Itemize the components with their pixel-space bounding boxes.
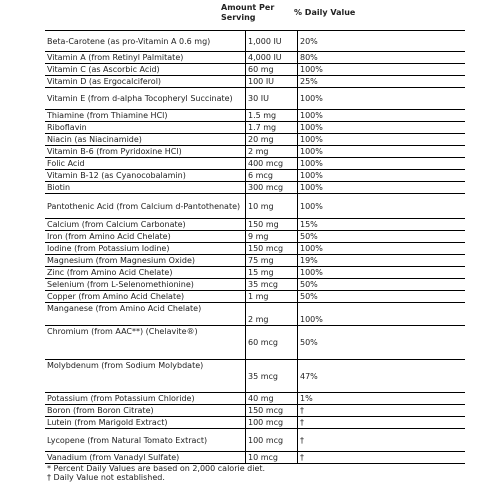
- nutrient-name: Calcium (from Calcium Carbonate): [45, 219, 246, 230]
- nutrient-name: Magnesium (from Magnesium Oxide): [45, 255, 246, 266]
- table-row: [45, 88, 465, 110]
- daily-value-percent: 100%: [300, 159, 323, 168]
- nutrient-name: Thiamine (from Thiamine HCl): [45, 110, 246, 121]
- nutrient-name: Zinc (from Amino Acid Chelate): [45, 267, 246, 278]
- nutrient-name: Folic Acid: [45, 158, 246, 169]
- daily-value-percent: 47%: [300, 371, 318, 381]
- nutrient-name: Lutein (from Marigold Extract): [45, 417, 246, 428]
- amount-per-serving-header: Amount Per Serving: [221, 3, 275, 22]
- daily-value-percent: †: [300, 453, 304, 462]
- daily-value-percent: 100%: [300, 111, 323, 120]
- nutrient-name: Vitamin B-6 (from Pyridoxine HCl): [45, 146, 246, 157]
- daily-value-percent: 100%: [300, 171, 323, 180]
- table-row: [45, 267, 465, 279]
- daily-value-percent: 50%: [300, 292, 318, 301]
- table-row: [45, 134, 465, 146]
- table-row: [45, 231, 465, 243]
- daily-value-percent: 100%: [300, 65, 323, 74]
- table-row: [45, 30, 465, 52]
- nutrient-name: Vitamin E (from d-alpha Tocopheryl Succinate): [45, 88, 246, 109]
- daily-value-percent: 50%: [300, 280, 318, 289]
- amount-per-serving: 20 mg: [246, 134, 298, 145]
- daily-value-percent: 25%: [300, 77, 318, 86]
- nutrient-name: Biotin: [45, 182, 246, 193]
- nutrient-name: Iron (from Amino Acid Chelate): [45, 231, 246, 242]
- nutrition-facts-table: [45, 0, 465, 482]
- amount-per-serving: 60 mcg: [246, 326, 298, 359]
- daily-value-percent: †: [300, 418, 304, 427]
- amount-per-serving: 75 mg: [246, 255, 298, 266]
- table-row: [45, 219, 465, 231]
- amount-per-serving: 400 mcg: [246, 158, 298, 169]
- amount-per-serving: 100 mcg: [246, 417, 298, 428]
- nutrient-name: Selenium (from L-Selenomethionine): [45, 279, 246, 290]
- daily-value-percent: 50%: [300, 232, 318, 241]
- nutrient-name: Molybdenum (from Sodium Molybdate): [45, 360, 246, 392]
- daily-value-percent: 20%: [300, 36, 318, 46]
- daily-value-percent: †: [300, 406, 304, 415]
- table-row: [45, 52, 465, 64]
- amount-per-serving: 1.7 mg: [246, 122, 298, 133]
- nutrient-name: Vitamin A (from Retinyl Palmitate): [45, 52, 246, 63]
- amount-per-serving: 100 mcg: [246, 429, 298, 451]
- nutrient-name: Chromium (from AAC**) (Chelavite®): [45, 326, 246, 359]
- daily-value-percent: 1%: [300, 394, 313, 403]
- daily-value-percent: 100%: [300, 268, 323, 277]
- daily-value-percent: 100%: [300, 135, 323, 144]
- daily-value-header: % Daily Value: [294, 8, 356, 17]
- table-row: [45, 122, 465, 134]
- footnote: † Daily Value not established.: [47, 473, 165, 482]
- amount-per-serving: 40 mg: [246, 393, 298, 404]
- daily-value-percent: 100%: [300, 183, 323, 192]
- table-row: [45, 182, 465, 194]
- table-row: [45, 255, 465, 267]
- table-header: [45, 0, 465, 30]
- daily-value-percent: 100%: [300, 123, 323, 132]
- nutrient-name: Riboflavin: [45, 122, 246, 133]
- table-row: [45, 291, 465, 303]
- amount-per-serving: 35 mcg: [246, 279, 298, 290]
- daily-value-percent: 80%: [300, 53, 318, 62]
- table-row: [45, 158, 465, 170]
- amount-per-serving: 1.5 mg: [246, 110, 298, 121]
- table-row: [45, 64, 465, 76]
- amount-per-serving: 300 mcg: [246, 182, 298, 193]
- amount-per-serving: 30 IU: [246, 88, 298, 109]
- daily-value-percent: 100%: [300, 147, 323, 156]
- amount-per-serving: 150 mg: [246, 219, 298, 230]
- table-row: [45, 405, 465, 417]
- daily-value-percent: 50%: [300, 338, 318, 347]
- nutrient-name: Copper (from Amino Acid Chelate): [45, 291, 246, 302]
- amount-per-serving: 150 mcg: [246, 405, 298, 416]
- footnotes: [45, 464, 465, 482]
- table-row: [45, 146, 465, 158]
- amount-per-serving: 2 mg: [246, 146, 298, 157]
- table-row: [45, 303, 465, 326]
- nutrient-name: Vanadium (from Vanadyl Sulfate): [45, 452, 246, 463]
- amount-per-serving: 10 mcg: [246, 452, 298, 463]
- amount-per-serving: 1,000 IU: [246, 31, 298, 51]
- table-row: [45, 417, 465, 429]
- amount-per-serving: 10 mg: [246, 194, 298, 218]
- table-row: [45, 360, 465, 393]
- table-row: [45, 110, 465, 122]
- daily-value-percent: 15%: [300, 220, 318, 229]
- table-row: [45, 326, 465, 360]
- footnote: * Percent Daily Values are based on 2,000 calorie diet.: [47, 464, 266, 473]
- table-row: [45, 170, 465, 182]
- nutrient-name: Niacin (as Niacinamide): [45, 134, 246, 145]
- table-row: [45, 194, 465, 219]
- amount-per-serving: 1 mg: [246, 291, 298, 302]
- amount-per-serving: 6 mcg: [246, 170, 298, 181]
- nutrient-name: Boron (from Boron Citrate): [45, 405, 246, 416]
- amount-per-serving: 60 mg: [246, 64, 298, 75]
- nutrient-name: Potassium (from Potassium Chloride): [45, 393, 246, 404]
- nutrient-name: Vitamin C (as Ascorbic Acid): [45, 64, 246, 75]
- daily-value-percent: 100%: [300, 315, 323, 324]
- table-row: [45, 429, 465, 452]
- table-row: [45, 279, 465, 291]
- nutrient-name: Iodine (from Potassium Iodine): [45, 243, 246, 254]
- amount-per-serving: 35 mcg: [246, 360, 298, 392]
- nutrient-name: Pantothenic Acid (from Calcium d-Pantothenate): [45, 194, 246, 218]
- daily-value-percent: 19%: [300, 256, 318, 265]
- nutrient-name: Lycopene (from Natural Tomato Extract): [45, 429, 246, 451]
- daily-value-percent: 100%: [300, 201, 323, 211]
- table-row: [45, 243, 465, 255]
- amount-per-serving: 150 mcg: [246, 243, 298, 254]
- nutrient-name: Beta-Carotene (as pro-Vitamin A 0.6 mg): [45, 31, 246, 51]
- nutrient-name: Vitamin B-12 (as Cyanocobalamin): [45, 170, 246, 181]
- daily-value-percent: 100%: [300, 94, 323, 103]
- daily-value-percent: †: [300, 435, 304, 445]
- amount-per-serving: 4,000 IU: [246, 52, 298, 63]
- table-row: [45, 76, 465, 88]
- daily-value-percent: 100%: [300, 244, 323, 253]
- amount-per-serving: 2 mg: [246, 303, 298, 325]
- nutrient-name: Manganese (from Amino Acid Chelate): [45, 303, 246, 325]
- table-body: [45, 30, 465, 464]
- amount-per-serving: 9 mg: [246, 231, 298, 242]
- amount-per-serving: 15 mg: [246, 267, 298, 278]
- table-row: [45, 452, 465, 464]
- nutrient-name: Vitamin D (as Ergocalciferol): [45, 76, 246, 87]
- amount-per-serving: 100 IU: [246, 76, 298, 87]
- table-row: [45, 393, 465, 405]
